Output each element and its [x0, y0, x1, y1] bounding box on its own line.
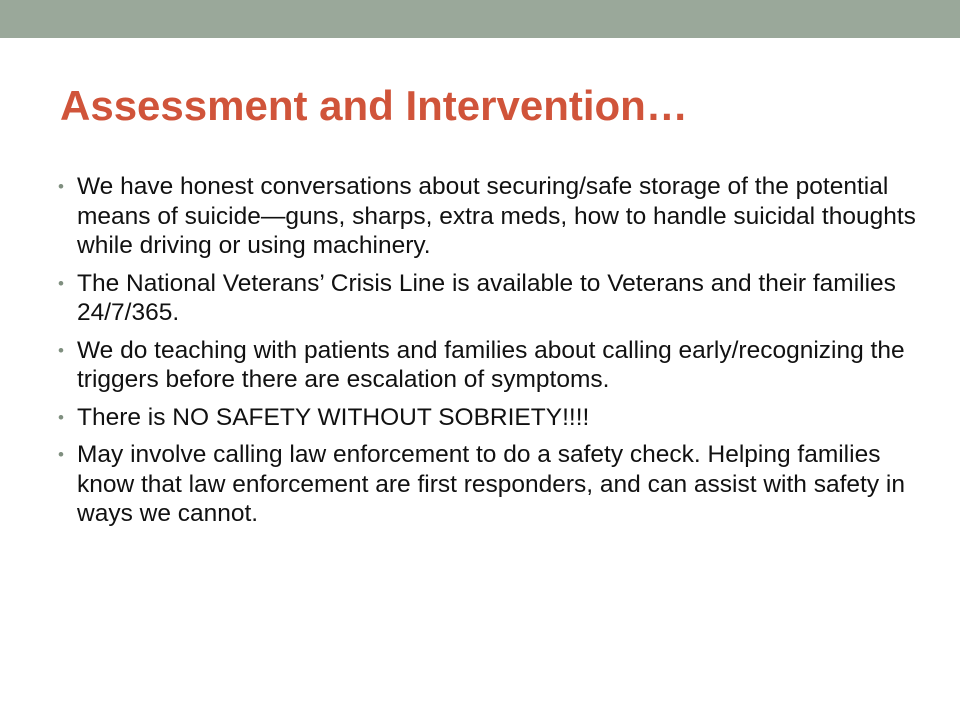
bullet-text: May involve calling law enforcement to do a safety check. Helping families know that law enforcement are first responders, and can assist with safety in ways we cannot.: [77, 441, 905, 527]
bullet-marker-icon: •: [58, 445, 64, 464]
bullet-marker-icon: •: [58, 340, 64, 360]
bullet-item: [58, 440, 918, 529]
bullet-marker-icon: •: [58, 407, 64, 427]
bullet-item: [58, 403, 918, 433]
bullet-text: The National Veterans’ Crisis Line is available to Veterans and their families 24/7/365.: [77, 269, 896, 326]
bullet-text: We have honest conversations about securing/safe storage of the potential means of suicide—guns, sharps, extra meds, how to handle suicidal thoughts while driving or using machinery.: [77, 173, 916, 259]
bullet-text: We do teaching with patients and families about calling early/recognizing the triggers before there are escalation of symptoms.: [77, 336, 905, 393]
header-accent-bar: [0, 0, 960, 38]
bullet-item: [58, 336, 918, 395]
bullet-item: [58, 269, 918, 328]
bullet-list: [58, 172, 918, 537]
bullet-item: [58, 172, 918, 261]
slide-title: Assessment and Intervention…: [60, 82, 688, 129]
bullet-marker-icon: •: [58, 177, 64, 196]
bullet-text: There is NO SAFETY WITHOUT SOBRIETY!!!!: [77, 403, 590, 431]
bullet-marker-icon: •: [58, 273, 64, 293]
